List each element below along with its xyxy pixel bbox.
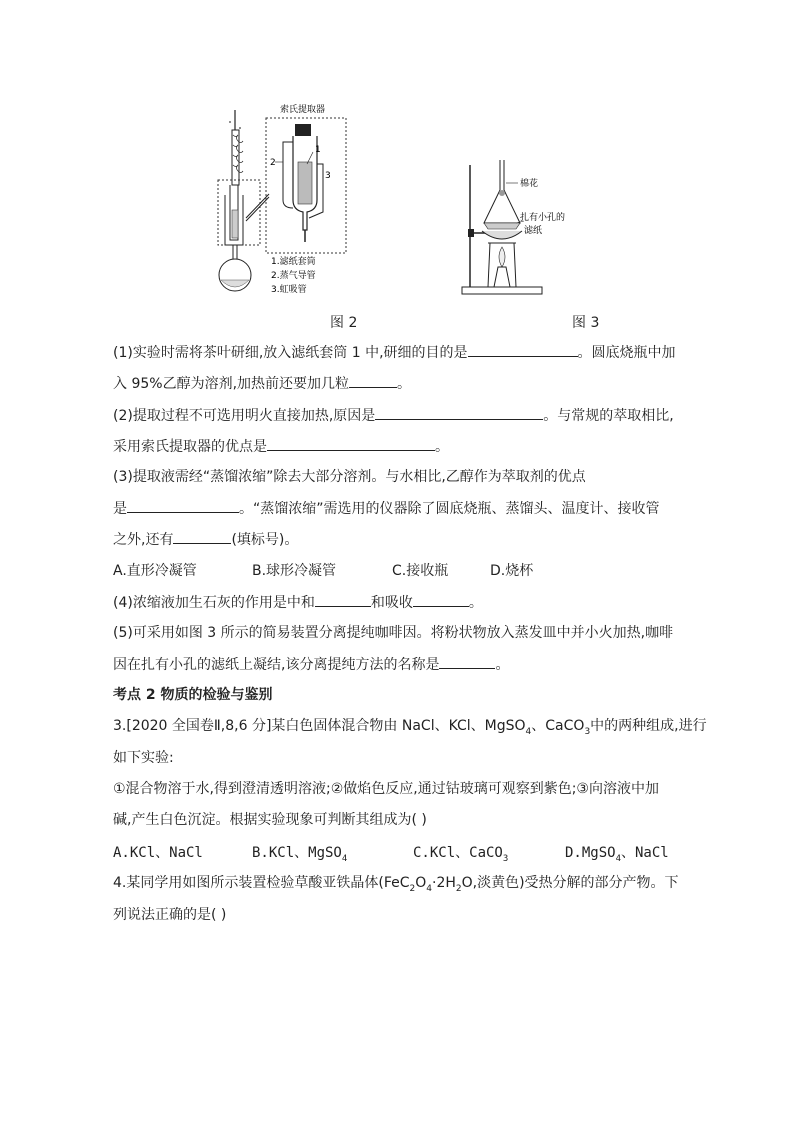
q3-line-1: (3)提取液需经“蒸馏浓缩”除去大部分溶剂。与水相比,乙醇作为萃取剂的优点 (113, 469, 586, 485)
q5-line-2: 因在扎有小孔的滤纸上凝结,该分离提纯方法的名称是 。 (113, 654, 509, 675)
q4-line: (4)浓缩液加生石灰的作用是中和 和吸收 。 (113, 592, 483, 613)
fig3-label-cotton: 棉花 (520, 179, 539, 189)
fig2-num-1: 1 (315, 145, 321, 155)
fig3-label-paper-1: 扎有小孔的 (520, 213, 566, 223)
q2-line-1: (2)提取过程不可选用明火直接加热,原因是 。与常规的萃取相比, (113, 405, 674, 426)
q2-line-2: 采用索氏提取器的优点是 。 (113, 436, 449, 457)
p4-line-1: 4.某同学用如图所示装置检验草酸亚铁晶体($FeC_2O_4\cdot 2H_2O$,淡黄色)受热分解的部分产物。下 (113, 875, 679, 894)
p3-line-4: 碱,产生白色沉淀。根据实验现象可判断其组成为( ) (113, 812, 427, 828)
answer-blank[interactable] (439, 654, 495, 669)
q1-line-1: (1)实验时需将茶叶研细,放入滤纸套筒 1 中,研细的目的是 。圆底烧瓶中加 (113, 342, 676, 363)
q3-option-a[interactable]: A.直形冷凝管 (113, 563, 197, 579)
p3-option-a[interactable]: A.KCl、NaCl (113, 845, 203, 861)
q3-option-b[interactable]: B.球形冷凝管 (252, 563, 337, 579)
answer-blank[interactable] (349, 373, 397, 388)
fig2-legend-2: 2.蒸气导管 (271, 271, 316, 281)
answer-blank[interactable] (127, 498, 239, 513)
p3-line-2: 如下实验: (113, 750, 174, 766)
q3-line-3: 之外,还有 (填标号)。 (113, 529, 298, 550)
fig2-legend-3: 3.虹吸管 (271, 285, 307, 295)
p3-option-c[interactable]: C.KCl、CaCO$_3$ (413, 845, 509, 864)
fig2-title: 索氏提取器 (280, 105, 326, 115)
figure-3-sublimation-diagram (458, 155, 598, 300)
fig2-num-2: 2 (270, 158, 276, 168)
answer-blank[interactable] (267, 436, 435, 451)
q1-line-2: 入 95%乙醇为溶剂,加热前还要加几粒 。 (113, 373, 411, 394)
p3-line-3: ①混合物溶于水,得到澄清透明溶液;②做焰色反应,通过钴玻璃可观察到紫色;③向溶液中加 (113, 781, 659, 797)
fig2-num-3: 3 (325, 171, 331, 181)
p4-line-2: 列说法正确的是( ) (113, 907, 227, 923)
fig3-label-paper-2: 滤纸 (524, 226, 543, 236)
answer-blank[interactable] (315, 592, 371, 607)
figure-2-caption: 图 2 (330, 315, 358, 331)
q3-option-c[interactable]: C.接收瓶 (392, 563, 449, 579)
q5-line-1: (5)可采用如图 3 所示的简易装置分离提纯咖啡因。将粉状物放入蒸发皿中并小火加热,咖啡 (113, 625, 674, 641)
answer-blank[interactable] (468, 342, 578, 357)
answer-blank[interactable] (173, 529, 231, 544)
q3-line-2: 是 。“蒸馏浓缩”需选用的仪器除了圆底烧瓶、蒸馏头、温度计、接收管 (113, 498, 660, 519)
figure-2-soxhlet-diagram (213, 100, 363, 300)
answer-blank[interactable] (375, 405, 543, 420)
answer-blank[interactable] (413, 592, 469, 607)
p3-option-d[interactable]: D.MgSO$_4$、NaCl (565, 845, 669, 864)
section-title: 考点 2 物质的检验与鉴别 (113, 687, 273, 703)
p3-option-b[interactable]: B.KCl、MgSO$_4$ (252, 845, 348, 864)
p3-line-1: 3.[2020 全国卷Ⅱ,8,6 分]某白色固体混合物由 NaCl、KCl、MgSO$_4$、CaCO$_3$中的两种组成,进行 (113, 718, 707, 737)
fig2-legend-1: 1.滤纸套筒 (271, 257, 316, 267)
q3-option-d[interactable]: D.烧杯 (490, 563, 534, 579)
figure-3-caption: 图 3 (572, 315, 600, 331)
